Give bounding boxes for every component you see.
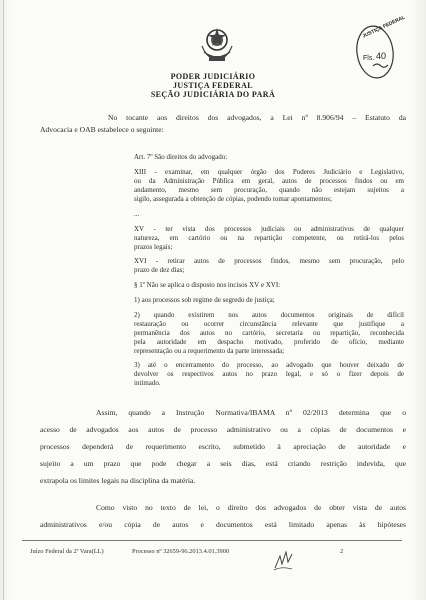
xvi-line-2: prazo de dez dias;: [134, 266, 185, 274]
para2-line-1: Assim, quando a Instrução Normativa/IBAMA nº 02/2013 determina que o: [96, 408, 406, 417]
page-number-stamp: [355, 14, 407, 80]
footer-process: Processo nº 32659-96.2013.4.01.3900: [132, 548, 230, 555]
stamp-fls-number: 40: [376, 51, 387, 61]
item2-line-2: restauração ou ocorrer circunstância relevante que justifique a: [134, 320, 404, 328]
xiii-line-3: andamento, mesmo sem procuração, quando não estejam sujeitos a: [134, 186, 404, 194]
stamp-fls-label: Fls.: [363, 55, 375, 62]
item-1: 1) aos processos sob regime de segredo de justiça;: [134, 296, 275, 304]
stamp-top-text: JUSTIÇA FEDERAL: [361, 14, 407, 40]
footer-rule: [22, 540, 402, 541]
xvi-line-1: XVI - retirar autos de processos findos, mesmo sem procuração, pelo: [134, 257, 404, 265]
signature-mark: [272, 548, 294, 572]
intro-line-2: Advocacia e OAB estabelece o seguinte:: [40, 125, 164, 134]
ellipsis: ...: [134, 210, 140, 218]
item3-line-2: devolver os respectivos autos no prazo legal, e só o fizer depois de: [134, 370, 404, 378]
header-line-3: SEÇÃO JUDICIÁRIA DO PARÁ: [150, 90, 276, 99]
footer-page-number: 2: [340, 548, 344, 555]
item2-line-1: 2) quando existirem nos autos documentos originais de difícil: [134, 311, 404, 319]
footer-court: Juízo Federal da 2ª Vara(LL): [30, 548, 104, 555]
header-line-2: JUSTIÇA FEDERAL: [172, 81, 253, 90]
para3-line-1: Como visto no texto de lei, o direito dos advogados de obter vista de autos: [96, 503, 406, 512]
xv-line-3: prazos legais;: [134, 243, 173, 251]
xiii-line-2: ou da Administração Pública em geral, autos de processos findos ou em: [134, 177, 404, 185]
para3-line-2: administrativos e/ou cópia de autos e documentos está limitado apenas às hipóteses: [40, 520, 406, 529]
item2-line-4: pela autoridade em despacho motivado, proferido de ofício, mediante: [134, 338, 404, 346]
xiii-line-4: sigilo, assegurada a obtenção de cópias, podendo tomar apontamentos;: [134, 195, 332, 203]
xv-line-2: natureza, em cartório ou na repartição competente, ou retirá-los pelos: [134, 234, 404, 242]
para2-line-2: acesso de advogados aos autos de processo administrativo ou a cópias de documentos e: [40, 425, 406, 434]
item3-line-3: intimado.: [134, 379, 161, 387]
para2-line-3: processos dependerá de requerimento escrito, submetido à apreciação de autoridade e: [40, 442, 406, 451]
xiii-line-1: XIII - examinar, em qualquer órgão dos Poderes Judiciário e Legislativo,: [134, 168, 404, 176]
item2-line-3: permanência dos autos no cartório, secretaria ou repartição, reconhecida: [134, 329, 404, 337]
art-heading: Art. 7º São direitos do advogado:: [134, 153, 228, 161]
intro-line-1: No tocante aos direitos dos advogados, a Lei nº 8.906/94 – Estatuto da: [108, 113, 406, 122]
paragraph-1: § 1º Não se aplica o disposto nos incisos XV e XVI:: [134, 281, 281, 289]
header-line-1: PODER JUDICIÁRIO: [170, 72, 256, 81]
para2-line-4: sujeito a um prazo que pode chegar a seis dias, está criando restrição indevida, que: [40, 459, 406, 468]
coat-of-arms-seal: [200, 26, 234, 66]
item2-line-5: representação ou a requerimento da parte interessada;: [134, 347, 285, 355]
item3-line-1: 3) até o encerramento do processo, ao advogado que houver deixado de: [134, 361, 404, 369]
para2-line-5: extrapola os limites legais na disciplina da matéria.: [40, 476, 196, 485]
xv-line-1: XV - ter vista dos processos judiciais ou administrativos de qualquer: [134, 225, 404, 233]
